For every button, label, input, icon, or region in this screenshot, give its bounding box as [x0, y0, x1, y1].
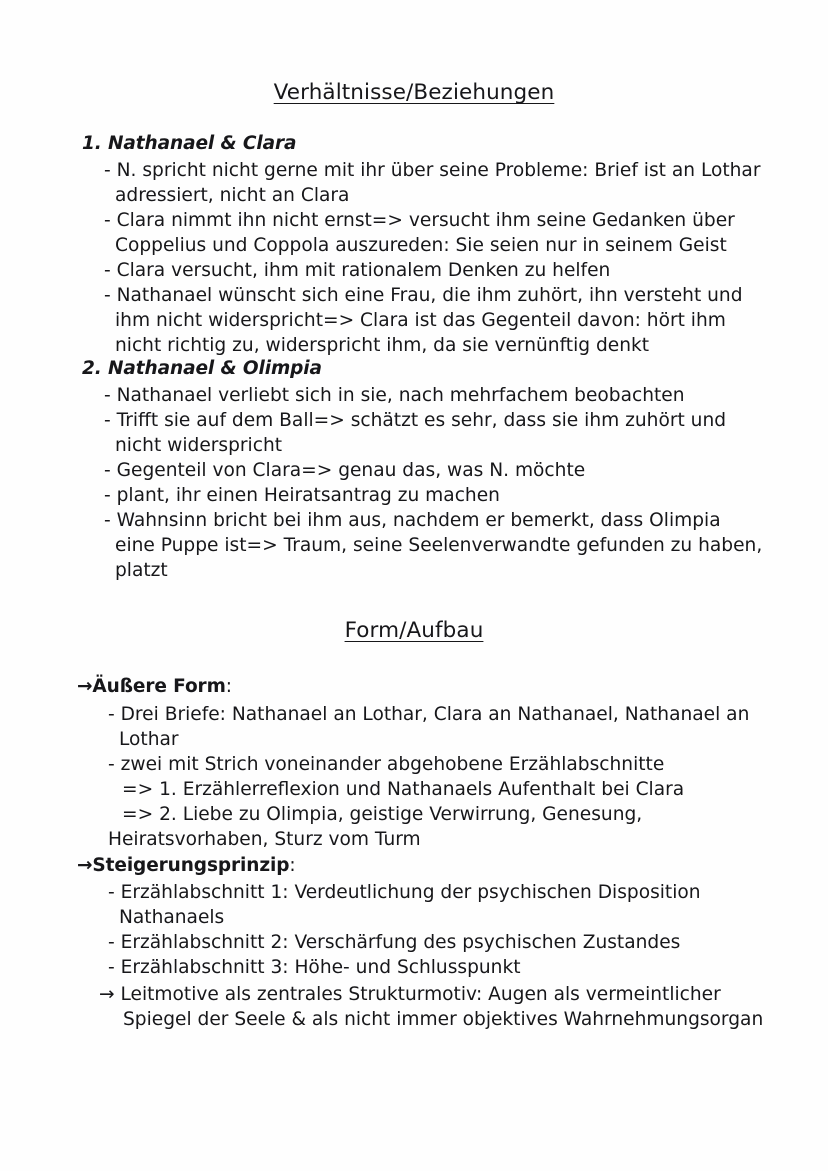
sub-list-item-continuation: Heiratsvorhaben, Sturz vom Turm	[108, 829, 421, 850]
list-item: - Erzählabschnitt 3: Höhe- und Schlusspunkt	[108, 957, 521, 978]
list-item: - zwei mit Strich voneinander abgehobene Erzählabschnitte	[108, 754, 665, 775]
subheading-steigerungsprinzip-label: →Steigerungsprinzip	[77, 855, 290, 876]
list-item: - N. spricht nicht gerne mit ihr über seine Probleme: Brief ist an Lothar adressiert, nicht an Clara	[104, 160, 761, 207]
subheading-nathanael-clara: 1. Nathanael & Clara	[82, 133, 297, 154]
subheading-aeussere-form-colon: :	[225, 676, 232, 697]
page-title-verhaeltnisse: Verhältnisse/Beziehungen	[273, 80, 555, 105]
subheading-aeussere-form-label: →Äußere Form	[77, 676, 226, 697]
list-item: - Gegenteil von Clara=> genau das, was N. möchte	[104, 460, 586, 481]
sub-list-item: => 1. Erzählerreflexion und Nathanaels Aufenthalt bei Clara	[122, 779, 685, 800]
sub-list-item: => 2. Liebe zu Olimpia, geistige Verwirrung, Genesung,	[122, 804, 643, 825]
subheading-aeussere-form	[77, 676, 232, 697]
list-item: - Nathanael verliebt sich in sie, nach mehrfachem beobachten	[104, 385, 685, 406]
list-item: - Erzählabschnitt 1: Verdeutlichung der psychischen Disposition Nathanaels	[108, 882, 701, 929]
list-item: - Clara nimmt ihn nicht ernst=> versucht ihm seine Gedanken über Coppelius und Coppola auszureden: Sie seien nur in seinem Geist	[104, 210, 735, 257]
list-item: - plant, ihr einen Heiratsantrag zu machen	[104, 485, 500, 506]
subheading-steigerungsprinzip	[77, 855, 296, 876]
list-item: - Nathanael wünscht sich eine Frau, die ihm zuhört, ihn versteht und ihm nicht widerspricht=> Clara ist das Gegenteil davon: hört ihm nicht richtig zu, widerspricht ihm, da sie vernünftig denkt	[104, 285, 743, 357]
subheading-steigerungsprinzip-colon: :	[289, 855, 296, 876]
list-item: - Trifft sie auf dem Ball=> schätzt es sehr, dass sie ihm zuhört und nicht widerspricht	[104, 410, 727, 457]
list-item: - Wahnsinn bricht bei ihm aus, nachdem er bemerkt, dass Olimpia eine Puppe ist=> Traum, seine Seelenverwandte gefunden zu haben, platzt	[104, 510, 763, 582]
closing-paragraph: → Leitmotive als zentrales Strukturmotiv: Augen als vermeintlicher Spiegel der Seele & als nicht immer objektives Wahrnehmungsorgan	[99, 984, 764, 1031]
subheading-nathanael-olimpia: 2. Nathanael & Olimpia	[82, 358, 322, 379]
page-title-form-aufbau: Form/Aufbau	[344, 618, 484, 643]
list-item: - Drei Briefe: Nathanael an Lothar, Clara an Nathanael, Nathanael an Lothar	[108, 704, 750, 751]
list-item: - Clara versucht, ihm mit rationalem Denken zu helfen	[104, 260, 611, 281]
list-item: - Erzählabschnitt 2: Verschärfung des psychischen Zustandes	[108, 932, 681, 953]
